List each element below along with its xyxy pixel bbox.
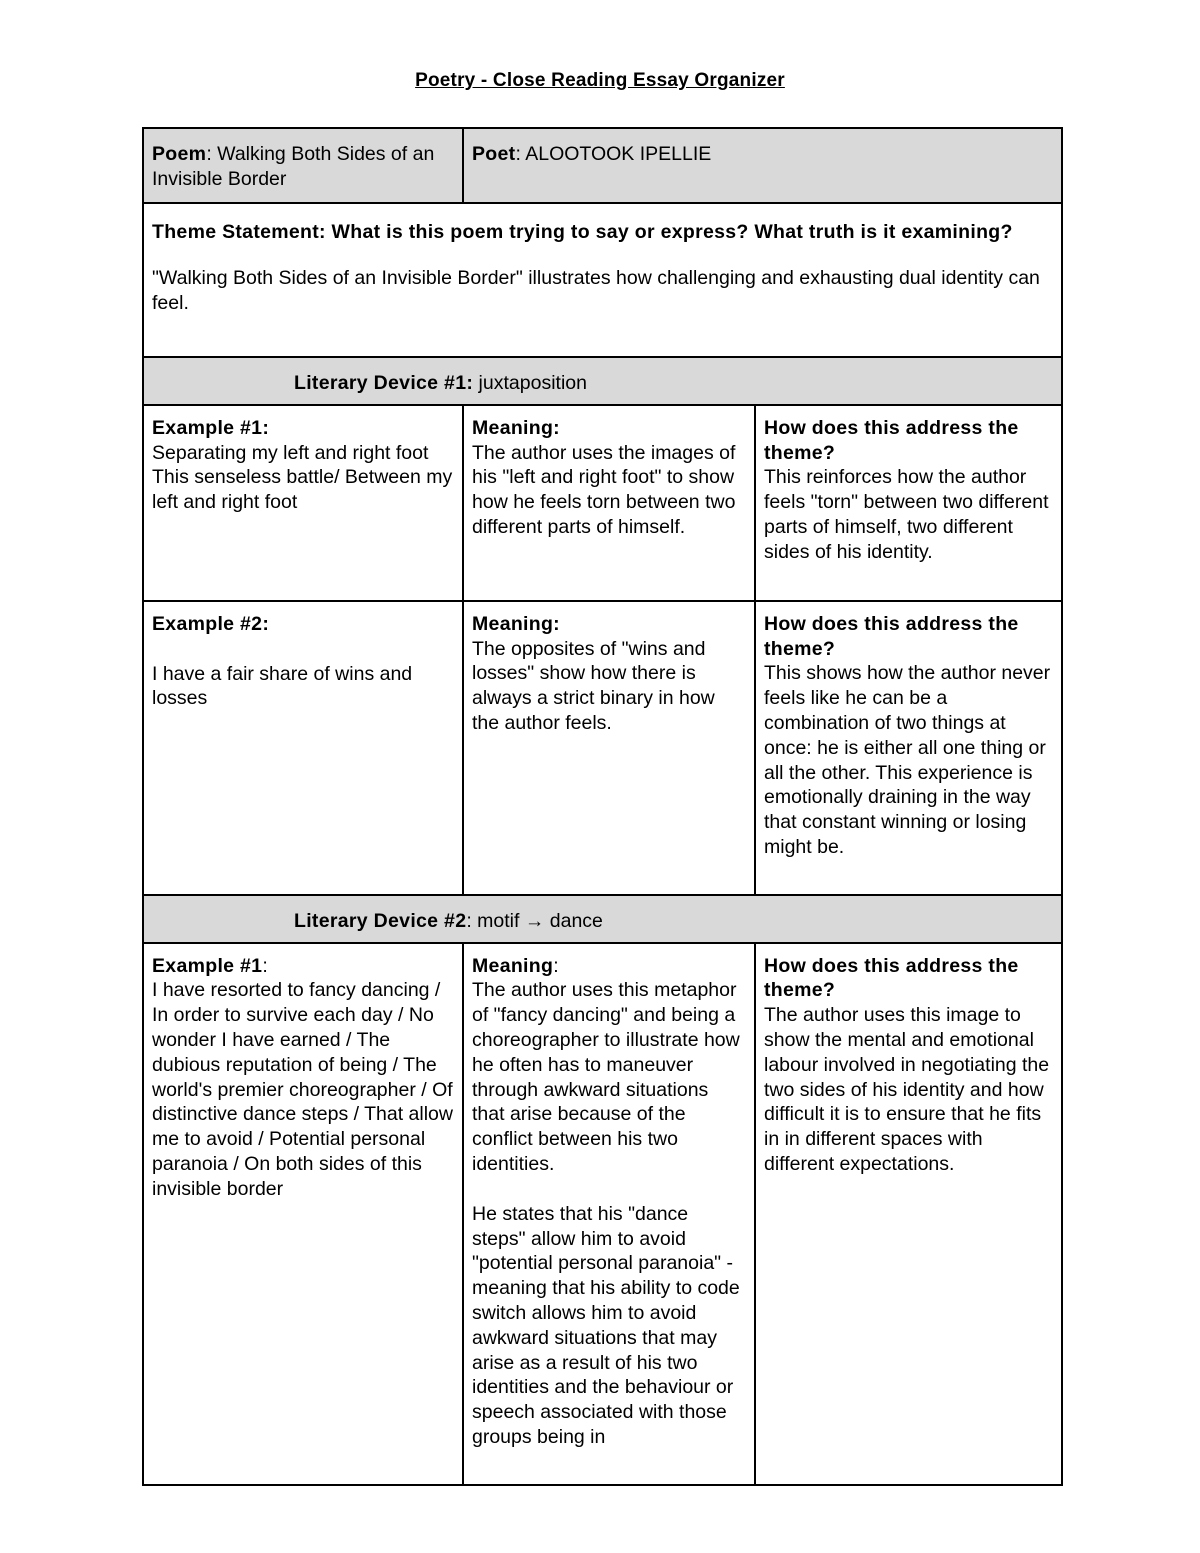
device-2-row	[143, 895, 1062, 943]
poem-label: Poem	[152, 143, 207, 165]
device-1-label: Literary Device #1:	[294, 372, 474, 394]
theme-link-text: This shows how the author never feels like he can be a combination of two things at once: he is either all one thing or all the other. This experience is emotionally draining in the way that constant winning or losing might be.	[764, 662, 1051, 858]
theme-link-label: How does this address the theme?	[764, 416, 1019, 464]
meaning-label: Meaning:	[472, 416, 560, 439]
meaning-text: The opposites of "wins and losses" show how there is always a strict binary in how the author feels.	[472, 637, 715, 734]
poem-header-row	[143, 128, 1062, 203]
theme-link-text: This reinforces how the author feels "torn" between two different parts of himself, two different sides of his identity.	[764, 466, 1049, 563]
meaning-text: The author uses this metaphor of "fancy dancing" and being a choreographer to illustrate how he often has to maneuver through awkward situations that arise because of the conflict between his two identities.	[472, 979, 740, 1175]
device-1-row	[143, 357, 1062, 405]
device-1-example-1-row	[143, 405, 1062, 601]
example-text: I have resorted to fancy dancing / In order to survive each day / No wonder I have earned / The dubious reputation of being / The world's premier choreographer / Of distinctive dance steps / That allow me to avoid / Potential personal paranoia / On both sides of this invisible border	[152, 979, 453, 1200]
meaning-label-colon: :	[553, 954, 559, 977]
example-text: I have a fair share of wins and losses	[152, 662, 413, 710]
poet-name: : ALOOTOOK IPELLIE	[515, 143, 712, 165]
device-1-example-2-row	[143, 601, 1062, 895]
theme-link-cell	[755, 601, 1062, 895]
example-text: Separating my left and right foot	[152, 441, 429, 464]
theme-link-label: How does this address the theme?	[764, 954, 1019, 1002]
theme-link-cell	[755, 943, 1062, 1485]
page-title: Poetry - Close Reading Essay Organizer	[415, 70, 785, 91]
example-cell	[143, 601, 463, 895]
example-label-colon: :	[262, 954, 268, 977]
device-2-label: Literary Device #2	[294, 909, 467, 932]
device-1-value: juxtaposition	[473, 372, 587, 394]
device-2-example-1-row	[143, 943, 1062, 1485]
theme-question: Theme Statement: What is this poem trying to say or express? What truth is it examining?	[152, 221, 1013, 243]
device-2-cell	[143, 895, 1062, 943]
meaning-label: Meaning	[472, 954, 554, 977]
organizer-table	[142, 127, 1063, 1486]
example-label: Example #2:	[152, 612, 270, 635]
example-label: Example #1	[152, 954, 263, 977]
device-1-cell	[143, 357, 1062, 405]
theme-cell	[143, 203, 1062, 357]
theme-link-text: The author uses this image to show the mental and emotional labour involved in negotiating the two sides of his identity and how difficult it is to ensure that he fits in in different spaces with different expectations.	[764, 1004, 1050, 1175]
theme-link-cell	[755, 405, 1062, 601]
example-label: Example #1:	[152, 416, 270, 439]
example-text: This senseless battle/ Between my left and right foot	[152, 466, 453, 514]
device-2-value: : motif → dance	[466, 909, 603, 932]
poem-cell	[143, 128, 463, 203]
example-cell	[143, 405, 463, 601]
meaning-cell	[463, 601, 755, 895]
poet-label: Poet	[472, 143, 516, 165]
meaning-label: Meaning:	[472, 612, 560, 635]
meaning-cell	[463, 943, 755, 1485]
meaning-text: He states that his "dance steps" allow him to avoid "potential personal paranoia" - meaning that his ability to code switch allows him to avoid awkward situations that may arise as a result of his two identities and the behaviour or speech associated with those groups being in	[472, 1202, 740, 1448]
theme-link-label: How does this address the theme?	[764, 612, 1019, 660]
poem-title: : Walking Both Sides of an Invisible Border	[152, 143, 435, 190]
meaning-text: The author uses the images of his "left and right foot" to show how he feels torn between two different parts of himself.	[472, 441, 736, 538]
meaning-cell	[463, 405, 755, 601]
theme-row	[143, 203, 1062, 357]
theme-answer: "Walking Both Sides of an Invisible Border" illustrates how challenging and exhausting dual identity can feel.	[152, 267, 1040, 314]
poet-cell	[463, 128, 1062, 203]
example-cell	[143, 943, 463, 1485]
